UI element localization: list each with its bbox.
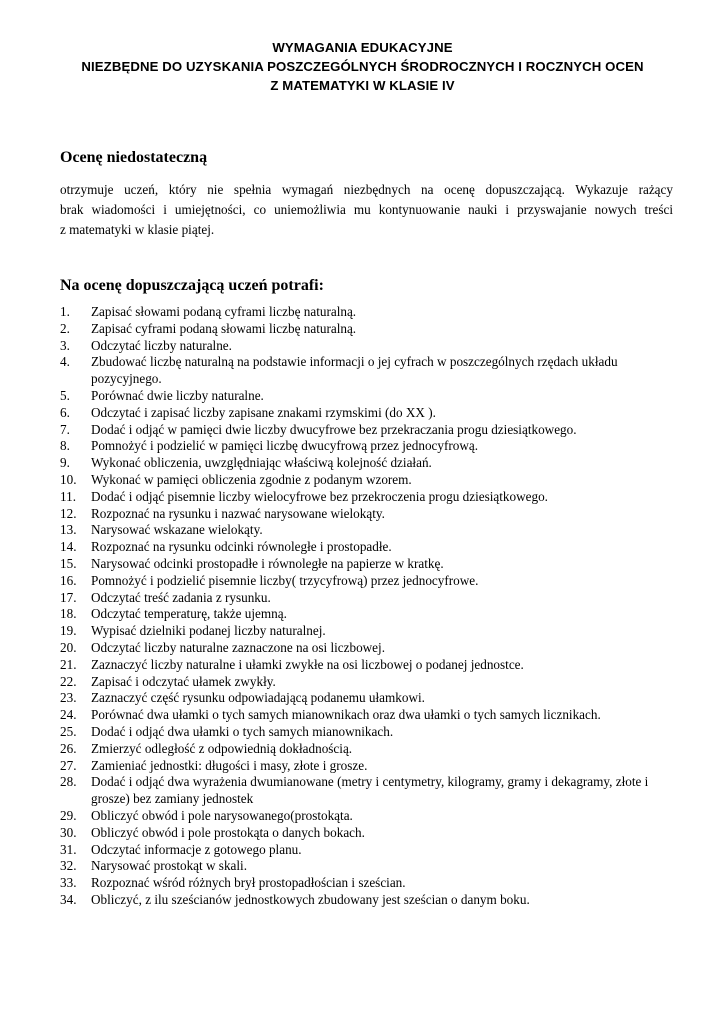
list-item-text: Zaznaczyć część rysunku odpowiadającą podanemu ułamkowi.: [91, 690, 425, 706]
list-item-text: Wykonać w pamięci obliczenia zgodnie z podanym wzorem.: [91, 471, 412, 487]
list-item: [60, 388, 676, 405]
list-item-text: Odczytać i zapisać liczby zapisane znakami rzymskimi (do XX ).: [91, 404, 436, 420]
list-item-number: 4.: [60, 354, 70, 370]
list-item-number: 14.: [60, 539, 77, 555]
list-item-number: 31.: [60, 841, 77, 857]
list-item-number: 5.: [60, 387, 70, 403]
paragraph-line: z matematyki w klasie piątej.: [60, 222, 215, 237]
list-item: [60, 304, 676, 321]
list-item-text: Zmierzyć odległość z odpowiednią dokładnością.: [91, 740, 353, 756]
list-item: [60, 405, 676, 422]
list-item-number: 25.: [60, 723, 77, 739]
list-item: [60, 606, 676, 623]
list-item-text: Pomnożyć i podzielić pisemnie liczby( trzycyfrową) przez jednocyfrowe.: [91, 572, 479, 588]
list-item-text: Rozpoznać na rysunku odcinki równoległe i prostopadłe.: [91, 539, 392, 555]
list-item-text: Zbudować liczbę naturalną na podstawie informacji o jej cyfrach w poszczególnych rzędach układu pozycyjnego.: [91, 354, 618, 387]
header-title-line-1: WYMAGANIA EDUKACYJNE: [272, 40, 453, 55]
list-item: [60, 724, 676, 741]
list-item: [60, 774, 676, 808]
list-item-text: Zapisać słowami podaną cyframi liczbę naturalną.: [91, 304, 357, 319]
list-item-text: Dodać i odjąć pisemnie liczby wielocyfrowe bez przekroczenia progu dziesiątkowego.: [91, 488, 548, 504]
list-item: [60, 522, 676, 539]
list-item: [60, 539, 676, 556]
list-item-number: 16.: [60, 572, 77, 588]
list-item-number: 18.: [60, 606, 77, 622]
list-item: [60, 657, 676, 674]
list-item-number: 12.: [60, 505, 77, 521]
list-item-number: 10.: [60, 471, 77, 487]
list-item: [60, 892, 676, 909]
list-item: [60, 640, 676, 657]
list-item: [60, 338, 676, 355]
list-item-text: Zapisać cyframi podaną słowami liczbę naturalną.: [91, 320, 357, 336]
list-item-number: 34.: [60, 891, 77, 907]
list-item: [60, 690, 676, 707]
list-item: [60, 674, 676, 691]
list-item: [60, 808, 676, 825]
list-item-text: Odczytać liczby naturalne.: [91, 337, 232, 353]
requirements-list: [60, 304, 676, 909]
list-item: [60, 422, 676, 439]
list-item-number: 29.: [60, 807, 77, 823]
list-item: [60, 741, 676, 758]
list-item-text: Dodać i odjąć dwa wyrażenia dwumianowane (metry i centymetry, kilogramy, gramy i dekagramy, złote i grosze) bez zamiany jednostek: [91, 774, 649, 807]
list-item-text: Dodać i odjąć w pamięci dwie liczby dwucyfrowe bez przekraczania progu dziesiątkowego.: [91, 421, 577, 437]
list-item-text: Zapisać i odczytać ułamek zwykły.: [91, 673, 276, 689]
list-item-text: Narysować wskazane wielokąty.: [91, 522, 263, 538]
list-item-text: Obliczyć, z ilu sześcianów jednostkowych zbudowany jest sześcian o danym boku.: [91, 891, 530, 907]
list-item-text: Narysować odcinki prostopadłe i równoległe na papierze w kratkę.: [91, 555, 444, 571]
list-item-text: Porównać dwa ułamki o tych samych mianownikach oraz dwa ułamki o tych samych licznikach.: [91, 707, 601, 723]
list-item-number: 33.: [60, 875, 77, 891]
list-item-text: Obliczyć obwód i pole prostokąta o danych bokach.: [91, 824, 365, 840]
list-item-number: 20.: [60, 639, 77, 655]
document-header: [0, 38, 725, 95]
paragraph-line: otrzymuje uczeń, który nie spełnia wymagań niezbędnych na ocenę dopuszczającą. Wykazuje rażący: [60, 182, 673, 197]
list-item: [60, 506, 676, 523]
section-title-insufficient: Ocenę niedostateczną: [60, 149, 208, 166]
list-item: [60, 489, 676, 506]
list-item-number: 15.: [60, 555, 77, 571]
list-item-text: Pomnożyć i podzielić w pamięci liczbę dwucyfrową przez jednocyfrową.: [91, 438, 479, 454]
list-item-number: 11.: [60, 488, 76, 504]
list-item: [60, 472, 676, 489]
list-item-number: 1.: [60, 304, 70, 319]
list-item: [60, 623, 676, 640]
list-item: [60, 556, 676, 573]
list-item-number: 13.: [60, 522, 77, 538]
list-item-text: Odczytać treść zadania z rysunku.: [91, 589, 271, 605]
list-item-number: 9.: [60, 455, 70, 471]
list-item-text: Wypisać dzielniki podanej liczby naturalnej.: [91, 623, 326, 639]
list-item: [60, 758, 676, 775]
list-item-number: 17.: [60, 589, 77, 605]
list-item: [60, 455, 676, 472]
list-item-number: 30.: [60, 824, 77, 840]
list-item: [60, 438, 676, 455]
list-item-number: 22.: [60, 673, 77, 689]
list-item-number: 28.: [60, 774, 77, 790]
section-paragraph-insufficient: [60, 180, 673, 240]
list-item-number: 7.: [60, 421, 70, 437]
list-item-text: Rozpoznać na rysunku i nazwać narysowane wielokąty.: [91, 505, 385, 521]
list-item: [60, 321, 676, 338]
list-item-text: Odczytać liczby naturalne zaznaczone na osi liczbowej.: [91, 639, 386, 655]
section-title-sufficient: Na ocenę dopuszczającą uczeń potrafi:: [60, 277, 324, 294]
list-item-text: Zaznaczyć liczby naturalne i ułamki zwykłe na osi liczbowej o podanej jednostce.: [91, 656, 524, 672]
list-item-number: 6.: [60, 404, 70, 420]
list-item-text: Porównać dwie liczby naturalne.: [91, 387, 264, 403]
list-item-text: Rozpoznać wśród różnych brył prostopadłościan i sześcian.: [91, 875, 406, 891]
list-item: [60, 825, 676, 842]
list-item-number: 27.: [60, 757, 77, 773]
paragraph-line: brak wiadomości i umiejętności, co uniemożliwia mu kontynuowanie nauki i przyswajanie nowych treści: [60, 202, 673, 217]
header-title-line-2: NIEZBĘDNE DO UZYSKANIA POSZCZEGÓLNYCH ŚRODROCZNYCH I ROCZNYCH OCEN: [81, 59, 644, 74]
list-item-number: 24.: [60, 707, 77, 723]
list-item-number: 32.: [60, 858, 77, 874]
list-item-text: Odczytać informacje z gotowego planu.: [91, 841, 302, 857]
header-title-line-3: Z MATEMATYKI W KLASIE IV: [270, 78, 455, 93]
list-item: [60, 573, 676, 590]
list-item-number: 26.: [60, 740, 77, 756]
list-item-number: 3.: [60, 337, 70, 353]
list-item: [60, 858, 676, 875]
list-item: [60, 354, 676, 388]
list-item-number: 19.: [60, 623, 77, 639]
list-item: [60, 707, 676, 724]
list-item-number: 2.: [60, 320, 70, 336]
list-item-text: Zamieniać jednostki: długości i masy, złote i grosze.: [91, 757, 368, 773]
list-item-number: 23.: [60, 690, 77, 706]
list-item-text: Dodać i odjąć dwa ułamki o tych samych mianownikach.: [91, 723, 394, 739]
list-item-text: Odczytać temperaturę, także ujemną.: [91, 606, 287, 622]
list-item-text: Narysować prostokąt w skali.: [91, 858, 248, 874]
list-item: [60, 590, 676, 607]
list-item-text: Obliczyć obwód i pole narysowanego(prostokąta.: [91, 807, 353, 823]
list-item-text: Wykonać obliczenia, uwzględniając właściwą kolejność działań.: [91, 455, 432, 471]
list-item-number: 21.: [60, 656, 77, 672]
list-item: [60, 842, 676, 859]
list-item: [60, 875, 676, 892]
list-item-number: 8.: [60, 438, 70, 454]
